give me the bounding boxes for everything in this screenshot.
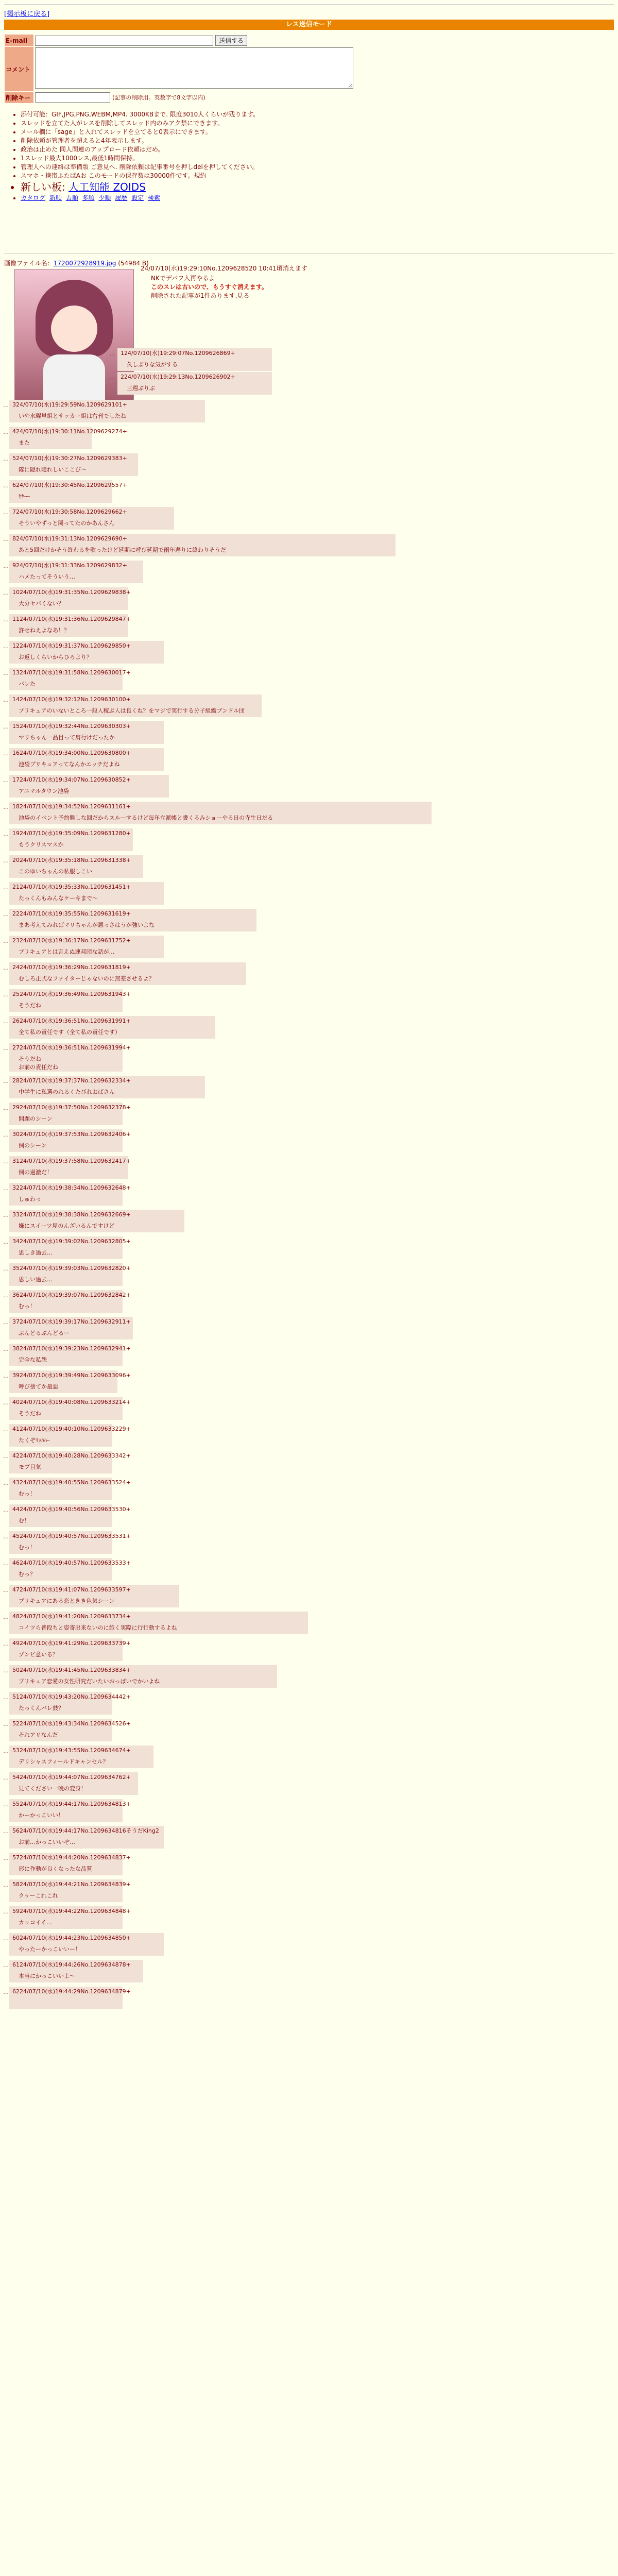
reply-body: 問題のシーン bbox=[19, 1115, 53, 1122]
reply-body: 見てください一晩の変身！ bbox=[19, 1785, 87, 1792]
reply-post bbox=[9, 1960, 143, 1982]
reply-post bbox=[9, 641, 164, 664]
delete-key-field[interactable] bbox=[35, 92, 110, 103]
op-header: 24/07/10(水)19:29:10No.1209628520 10:41頃消えます bbox=[141, 265, 307, 272]
reply-header[interactable]: 3824/07/10(水)19:39:23No.1209632941+ bbox=[12, 1345, 131, 1352]
op-deleted-note: 削除された記事が1件あります.見る bbox=[151, 292, 250, 299]
reply-body: ゾンビ意いる？ bbox=[19, 1651, 58, 1658]
file-label: 画像ファイル名： bbox=[4, 260, 54, 267]
reply-body: そうだね bbox=[19, 1410, 41, 1417]
reply-body: ハメたってそういう… bbox=[19, 573, 75, 580]
post-form bbox=[4, 34, 355, 104]
reply-marker: … bbox=[3, 723, 9, 730]
reply-header[interactable]: 5324/07/10(水)19:43:55No.1209634674+ bbox=[12, 1747, 131, 1754]
reply-post bbox=[9, 668, 131, 690]
op-line: NKでデバフ入再やるよ bbox=[151, 275, 215, 282]
reply-marker: … bbox=[3, 911, 9, 918]
reply-marker: … bbox=[3, 1667, 9, 1674]
reply-body: かーかっこいい！ bbox=[19, 1812, 64, 1819]
reply-body: それアリなんだ bbox=[19, 1732, 58, 1738]
reply-post bbox=[9, 507, 174, 530]
reply-marker: … bbox=[3, 1989, 9, 1995]
reply-body: むっ！ bbox=[19, 1544, 36, 1551]
reply-marker: … bbox=[3, 1239, 9, 1245]
reply-header[interactable]: 3524/07/10(水)19:39:03No.1209632820+ bbox=[12, 1265, 131, 1272]
reply-header[interactable]: 4324/07/10(水)19:40:55No.1209633524+ bbox=[12, 1479, 131, 1486]
reply-post bbox=[9, 1076, 205, 1098]
reply-header[interactable]: 4624/07/10(水)19:40:57No.1209633533+ bbox=[12, 1560, 131, 1566]
reply-body: そういやずっと関ってたのかあんさん bbox=[19, 520, 115, 527]
reply-header[interactable]: 2524/07/10(水)19:36:49No.1209631943+ bbox=[12, 991, 131, 997]
new-board-link[interactable]: 人工知能 ZOIDS bbox=[68, 181, 146, 193]
reply-body: 許せねえよなあ！？ bbox=[19, 627, 70, 634]
reply-body: むっ！ bbox=[19, 1490, 36, 1497]
reply-header[interactable]: 924/07/10(水)19:31:33No.1209629832+ bbox=[12, 562, 127, 569]
reply-header[interactable]: 1424/07/10(水)19:32:12No.1209630100+ bbox=[12, 696, 131, 703]
reply-post bbox=[9, 855, 143, 878]
catalog-link[interactable]: カタログ bbox=[21, 194, 46, 201]
sort-few-link[interactable]: 少順 bbox=[98, 194, 111, 201]
reply-body: マリちゃん一品目って肩行けだったか bbox=[19, 734, 115, 741]
op-warning: このスレは古いので、もうすぐ消えます。 bbox=[151, 283, 268, 291]
reply-header[interactable]: 5624/07/10(水)19:44:17No.1209634816そうだKing2 bbox=[12, 1827, 159, 1834]
email-label: E-mail bbox=[5, 35, 33, 46]
reply-header[interactable]: 5224/07/10(水)19:43:34No.1209634526+ bbox=[12, 1720, 131, 1727]
reply-post bbox=[9, 1799, 131, 1822]
reply-body: たっくんもみんなケーキまで～ bbox=[19, 895, 98, 902]
reply-post bbox=[9, 936, 164, 958]
reply-marker: … bbox=[3, 1587, 9, 1594]
reply-body: 例の過激だ！ bbox=[19, 1169, 53, 1176]
reply-header[interactable]: 1224/07/10(水)19:31:37No.1209629850+ bbox=[12, 642, 131, 649]
reply-body: プリキュアにある恋ときき色気シーン bbox=[19, 1598, 115, 1604]
reply-header[interactable]: 5124/07/10(水)19:43:20No.1209634442+ bbox=[12, 1693, 131, 1700]
reply-header[interactable]: 224/07/10(水)19:29:13No.1209626902+ bbox=[121, 374, 235, 380]
reply-body: 大分ヤバくない？ bbox=[19, 600, 64, 607]
op-file-link[interactable]: 1720072928919.jpg bbox=[53, 260, 116, 267]
reply-marker: … bbox=[3, 857, 9, 864]
reply-header[interactable]: 3224/07/10(水)19:38:34No.1209632648+ bbox=[12, 1184, 131, 1191]
reply-mode-bar: レス送信モード bbox=[4, 20, 614, 30]
reply-header[interactable]: 2324/07/10(水)19:36:17No.1209631752+ bbox=[12, 937, 131, 944]
reply-post bbox=[9, 1531, 131, 1554]
reply-post bbox=[9, 909, 256, 931]
reply-post bbox=[9, 1043, 131, 1072]
op-thumbnail-image[interactable] bbox=[14, 269, 134, 401]
reply-post bbox=[9, 802, 432, 824]
reply-header[interactable]: 324/07/10(水)19:29:59No.1209629101+ bbox=[12, 401, 127, 408]
email-field[interactable] bbox=[35, 36, 213, 46]
reply-marker: … bbox=[109, 374, 115, 381]
reply-body: むっ？ bbox=[19, 1571, 36, 1578]
reply-post bbox=[9, 775, 169, 798]
reply-header[interactable]: 6224/07/10(水)19:44:29No.1209634879+ bbox=[12, 1988, 131, 1995]
rule-item: • 政治は止めた 同人関連のアップロード依頼はだめ。 bbox=[21, 145, 587, 154]
reply-header[interactable]: 4824/07/10(水)19:41:20No.1209633734+ bbox=[12, 1613, 131, 1620]
reply-body: プリキュア恋愛の女性研究だいたいおっぱいでかいよね bbox=[19, 1678, 160, 1685]
reply-post bbox=[9, 1263, 131, 1286]
reply-body: 形に作動が良くなったな品質 bbox=[19, 1866, 92, 1872]
reply-marker: … bbox=[3, 1018, 9, 1025]
reply-header[interactable]: 4924/07/10(水)19:41:29No.1209633739+ bbox=[12, 1640, 131, 1647]
reply-header[interactable]: 724/07/10(水)19:30:58No.1209629662+ bbox=[12, 509, 127, 515]
reply-post bbox=[117, 372, 272, 395]
reply-post bbox=[9, 1129, 131, 1152]
reply-header[interactable]: 1024/07/10(水)19:31:35No.1209629838+ bbox=[12, 589, 131, 596]
reply-header[interactable]: 524/07/10(水)19:30:27No.1209629383+ bbox=[12, 455, 127, 462]
reply-header[interactable]: 5724/07/10(水)19:44:20No.1209634837+ bbox=[12, 1854, 131, 1861]
reply-header[interactable]: 2024/07/10(水)19:35:18No.1209631338+ bbox=[12, 857, 131, 863]
reply-body: このゆいちゃんの私服しこい bbox=[19, 868, 92, 875]
new-board-prefix: 新しい板: bbox=[21, 181, 69, 193]
reply-marker: … bbox=[3, 1533, 9, 1540]
reply-post bbox=[9, 1879, 131, 1902]
reply-body: 完全な私怨 bbox=[19, 1357, 47, 1363]
search-link[interactable]: 検索 bbox=[147, 194, 160, 201]
sort-new-link[interactable]: 新順 bbox=[49, 194, 62, 201]
sort-old-link[interactable]: 古順 bbox=[65, 194, 78, 201]
reply-marker: … bbox=[3, 831, 9, 837]
reply-post bbox=[9, 1103, 131, 1125]
reply-post bbox=[9, 400, 205, 422]
rule-item: • 添付可能：GIF,JPG,PNG,WEBM,MP4. 3000KBまで. 限度3010人くらいが残ります。 bbox=[21, 110, 587, 119]
reply-marker: … bbox=[3, 1346, 9, 1352]
reply-post bbox=[9, 1638, 131, 1661]
reply-body: ぶんどるぶんどるー bbox=[19, 1330, 70, 1336]
thumbnail-body-shape bbox=[43, 354, 105, 401]
reply-body: むっ！ bbox=[19, 1303, 36, 1310]
reply-post bbox=[9, 1016, 215, 1039]
reply-body: む！ bbox=[19, 1517, 30, 1524]
reply-body: 池袋のイベント予約難しな回だからスルーするけど毎年立派帳と書くるみショーやる日の寺生日だる bbox=[19, 815, 273, 821]
reply-marker: … bbox=[3, 1560, 9, 1567]
reply-marker: … bbox=[3, 1828, 9, 1835]
reply-header[interactable]: 4224/07/10(水)19:40:28No.1209633342+ bbox=[12, 1452, 131, 1459]
reply-header[interactable]: 1124/07/10(水)19:31:36No.1209629847+ bbox=[12, 616, 131, 622]
reply-marker: … bbox=[3, 1078, 9, 1084]
reply-marker: … bbox=[3, 563, 9, 569]
reply-body: お返しくらいからひろより？ bbox=[19, 654, 92, 660]
rule-item: • スレッドを立てた人がレスを削除してスレッド内のみアク禁にできます。 bbox=[21, 119, 587, 128]
reply-marker: … bbox=[109, 350, 115, 357]
reply-post bbox=[9, 721, 164, 744]
reply-marker: … bbox=[3, 1185, 9, 1192]
reply-marker: … bbox=[3, 643, 9, 650]
reply-post bbox=[9, 1236, 131, 1259]
reply-marker: … bbox=[3, 1158, 9, 1165]
reply-post bbox=[9, 561, 143, 583]
reply-post bbox=[9, 427, 127, 449]
reply-marker: … bbox=[3, 804, 9, 810]
reply-header[interactable]: 624/07/10(水)19:30:45No.1209629557+ bbox=[12, 482, 127, 488]
reply-marker: … bbox=[3, 429, 9, 435]
reply-marker: … bbox=[3, 1453, 9, 1460]
reply-body: プリキュアのいないところ一般人稼ぶ人は良くね？をマジで実行する分子組織ブンドル団 bbox=[19, 707, 245, 714]
reply-header[interactable]: 5024/07/10(水)19:41:45No.1209633834+ bbox=[12, 1667, 131, 1673]
reply-header[interactable]: 424/07/10(水)19:30:11No.1209629274+ bbox=[12, 428, 127, 435]
reply-body: もうクリスマスか bbox=[19, 841, 64, 848]
reply-marker: … bbox=[3, 1292, 9, 1299]
reply-body: 全て私の責任です（全て私の責任です） bbox=[19, 1029, 121, 1036]
reply-marker: … bbox=[3, 938, 9, 944]
reply-marker: … bbox=[3, 777, 9, 784]
reply-body: モブ目気 bbox=[19, 1464, 41, 1470]
reply-marker: … bbox=[3, 1882, 9, 1888]
reply-body: 隊に隠れ隠れしいここび～ bbox=[19, 466, 87, 473]
reply-marker: … bbox=[3, 509, 9, 516]
reply-marker: … bbox=[3, 697, 9, 703]
reply-header[interactable]: 5524/07/10(水)19:44:17No.1209634813+ bbox=[12, 1801, 131, 1807]
reply-body: まあ考えてみればマリちゃんが悪っさはうが強いよな bbox=[19, 922, 154, 928]
reply-post bbox=[9, 1317, 133, 1340]
reply-body: 呼び捨てか最悪 bbox=[19, 1383, 58, 1390]
reply-header[interactable]: 1924/07/10(水)19:35:09No.1209631280+ bbox=[12, 830, 131, 837]
reply-marker: … bbox=[3, 1426, 9, 1433]
reply-header[interactable]: 2924/07/10(水)19:37:50No.1209632378+ bbox=[12, 1104, 131, 1111]
reply-marker: … bbox=[3, 750, 9, 757]
rule-item: • メール欄に「sage」と入れてスレッドを立てると0表示にできます。 bbox=[21, 128, 587, 137]
reply-header[interactable]: 2224/07/10(水)19:35:55No.1209631619+ bbox=[12, 910, 131, 917]
reply-marker: … bbox=[3, 1131, 9, 1138]
reply-header[interactable]: 824/07/10(水)19:31:13No.1209629690+ bbox=[12, 535, 127, 542]
reply-marker: … bbox=[3, 1774, 9, 1781]
reply-marker: … bbox=[3, 1694, 9, 1701]
reply-marker: … bbox=[3, 402, 9, 409]
reply-marker: … bbox=[3, 455, 9, 462]
reply-marker: … bbox=[3, 1480, 9, 1486]
reply-marker: … bbox=[3, 536, 9, 543]
reply-header[interactable]: 2624/07/10(水)19:36:51No.1209631991+ bbox=[12, 1018, 131, 1024]
reply-body: ﾔﾔｰｰ bbox=[19, 493, 30, 500]
reply-body: やったーかっこいいー！ bbox=[19, 1946, 81, 1953]
settings-link[interactable]: 設定 bbox=[131, 194, 144, 201]
reply-body: アニマルタウン池袋 bbox=[19, 788, 70, 794]
reply-header[interactable]: 1824/07/10(水)19:34:52No.1209631161+ bbox=[12, 803, 131, 810]
reply-header[interactable]: 2824/07/10(水)19:37:37No.1209632334+ bbox=[12, 1077, 131, 1084]
back-to-board-link[interactable]: [掲示板に戻る] bbox=[4, 10, 50, 18]
reply-post bbox=[9, 1397, 131, 1420]
delete-key-label: 削除キー bbox=[5, 92, 33, 103]
posting-rules bbox=[21, 110, 587, 202]
reply-header[interactable]: 4424/07/10(水)19:40:56No.1209633530+ bbox=[12, 1506, 131, 1513]
reply-marker: … bbox=[3, 1319, 9, 1326]
reply-marker: … bbox=[3, 1748, 9, 1754]
new-board-line bbox=[21, 180, 587, 194]
comment-label: コメント bbox=[5, 47, 33, 91]
reply-header[interactable]: 6024/07/10(水)19:44:23No.1209634850+ bbox=[12, 1935, 131, 1941]
reply-post bbox=[9, 1504, 131, 1527]
reply-marker: … bbox=[3, 1640, 9, 1647]
reply-header[interactable]: 124/07/10(水)19:29:07No.1209626869+ bbox=[121, 350, 235, 357]
reply-body: むしろ正式なファイターじゃないのに無差させるよ？ bbox=[19, 975, 154, 982]
reply-header[interactable]: 6124/07/10(水)19:44:26No.1209634878+ bbox=[12, 1961, 131, 1968]
reply-body: あと5回だけかそう終わるを歌ったけど延期に呼び延期で雨年遅りに終わりそうだ bbox=[19, 547, 226, 553]
reply-body: お前…かっこいいぞ… bbox=[19, 1839, 75, 1845]
reply-post bbox=[9, 882, 164, 905]
reply-post bbox=[9, 1585, 179, 1607]
reply-marker: … bbox=[3, 1855, 9, 1861]
reply-post bbox=[9, 694, 262, 717]
reply-marker: … bbox=[3, 1962, 9, 1969]
reply-header[interactable]: 1524/07/10(水)19:32:44No.1209630303+ bbox=[12, 723, 131, 730]
reply-body: そうだね お前の責任だね bbox=[19, 1056, 58, 1071]
reply-header[interactable]: 4524/07/10(水)19:40:57No.1209633531+ bbox=[12, 1533, 131, 1539]
reply-post bbox=[9, 1183, 131, 1206]
thread bbox=[4, 259, 614, 299]
reply-post bbox=[9, 1933, 164, 1956]
reply-marker: … bbox=[3, 964, 9, 971]
reply-post bbox=[9, 748, 164, 771]
reply-body: また bbox=[19, 439, 30, 446]
top-divider bbox=[4, 4, 614, 5]
reply-body: 嫌にスイーツ屋のんざいるんですけど bbox=[19, 1223, 115, 1229]
reply-body: いや水曜単組とサッカー組は右刊でしたね bbox=[19, 413, 126, 419]
reply-body: 思しき過去… bbox=[19, 1249, 53, 1256]
reply-marker: … bbox=[3, 1265, 9, 1272]
reply-header[interactable]: 2724/07/10(水)19:36:51No.1209631994+ bbox=[12, 1044, 131, 1051]
reply-post bbox=[9, 1853, 131, 1875]
reply-post bbox=[9, 1719, 131, 1741]
reply-post bbox=[9, 1424, 131, 1447]
reply-post bbox=[9, 1558, 131, 1581]
reply-body: 久しぶりな気がする bbox=[127, 361, 178, 368]
reply-header[interactable]: 4124/07/10(水)19:40:10No.1209633229+ bbox=[12, 1426, 131, 1432]
reply-body: 本当にかっこいいよ～ bbox=[19, 1973, 75, 1979]
reply-post bbox=[9, 1692, 131, 1715]
reply-header[interactable]: 3624/07/10(水)19:39:07No.1209632842+ bbox=[12, 1292, 131, 1298]
reply-post bbox=[9, 453, 138, 476]
reply-header[interactable]: 5424/07/10(水)19:44:07No.1209634762+ bbox=[12, 1774, 131, 1781]
reply-post bbox=[9, 480, 127, 503]
reply-header[interactable]: 5924/07/10(水)19:44:22No.1209634848+ bbox=[12, 1908, 131, 1914]
reply-post bbox=[9, 1665, 277, 1688]
reply-marker: … bbox=[3, 616, 9, 623]
reply-body: 思しい過去… bbox=[19, 1276, 53, 1283]
reply-body: 三週ぶりぶ bbox=[127, 385, 155, 392]
reply-post bbox=[9, 1987, 131, 2009]
reply-header[interactable]: 1324/07/10(水)19:31:58No.1209630017+ bbox=[12, 669, 131, 676]
reply-body: しゅわっ bbox=[19, 1196, 41, 1202]
reply-marker: … bbox=[3, 991, 9, 998]
reply-post bbox=[117, 348, 272, 371]
reply-body: 池袋プリキュアってなんかエッチだよね bbox=[19, 761, 120, 768]
reply-post bbox=[9, 1290, 131, 1313]
history-link[interactable]: 履歴 bbox=[115, 194, 128, 201]
reply-header[interactable]: 3424/07/10(水)19:39:02No.1209632805+ bbox=[12, 1238, 131, 1245]
reply-header[interactable]: 4724/07/10(水)19:41:07No.1209633597+ bbox=[12, 1586, 131, 1593]
thread-divider bbox=[4, 253, 614, 254]
file-size: (54984 B) bbox=[118, 260, 149, 267]
catalog-links bbox=[21, 194, 587, 202]
reply-header[interactable]: 3124/07/10(水)19:37:58No.1209632417+ bbox=[12, 1158, 131, 1164]
reply-marker: … bbox=[3, 884, 9, 891]
reply-body: コイツら普段ちと姿寄出来ないのに飽く実際に行行動するよね bbox=[19, 1624, 177, 1631]
reply-body: バレた bbox=[19, 681, 36, 687]
reply-marker: … bbox=[3, 1801, 9, 1808]
reply-post bbox=[9, 1772, 138, 1795]
reply-marker: … bbox=[3, 1399, 9, 1406]
reply-post bbox=[9, 614, 131, 637]
reply-marker: … bbox=[3, 1212, 9, 1218]
reply-post bbox=[9, 1451, 131, 1473]
reply-marker: … bbox=[3, 670, 9, 676]
reply-body: たくぞﾏｯﾊﾊｰ bbox=[19, 1437, 50, 1444]
reply-marker: … bbox=[3, 1614, 9, 1620]
sort-many-link[interactable]: 多順 bbox=[82, 194, 95, 201]
reply-header[interactable]: 3924/07/10(水)19:39:49No.1209633096+ bbox=[12, 1372, 131, 1379]
reply-body: 例のシーン bbox=[19, 1142, 47, 1149]
reply-marker: … bbox=[3, 1935, 9, 1942]
reply-post bbox=[9, 1612, 308, 1634]
reply-header[interactable]: 4024/07/10(水)19:40:08No.1209633214+ bbox=[12, 1399, 131, 1405]
reply-marker: … bbox=[3, 589, 9, 596]
reply-header[interactable]: 3324/07/10(水)19:38:38No.1209632669+ bbox=[12, 1211, 131, 1218]
reply-post bbox=[9, 1370, 131, 1393]
reply-header[interactable]: 2424/07/10(水)19:36:29No.1209631819+ bbox=[12, 964, 131, 971]
reply-body: クゥーこれこれ bbox=[19, 1892, 58, 1899]
reply-post bbox=[9, 828, 133, 851]
reply-header[interactable]: 1624/07/10(水)19:34:00No.1209630800+ bbox=[12, 750, 131, 756]
rule-item: • 管理人への連絡は準備版 ご意見へ. 削除依頼は記事番号を押しdelを押してください。 bbox=[21, 163, 587, 172]
reply-post bbox=[9, 1344, 131, 1366]
reply-post bbox=[9, 1478, 131, 1500]
reply-post bbox=[9, 1210, 184, 1232]
comment-textarea[interactable] bbox=[35, 47, 353, 89]
reply-header[interactable]: 1724/07/10(水)19:34:07No.1209630852+ bbox=[12, 776, 131, 783]
rule-item: • 1スレッド最大1000レス,最低1時間保持。 bbox=[21, 154, 587, 163]
reply-post bbox=[9, 1826, 164, 1849]
reply-body: デリシャスフィールドキャンセル？ bbox=[19, 1758, 109, 1765]
reply-marker: … bbox=[3, 1721, 9, 1727]
reply-post bbox=[9, 962, 246, 985]
reply-marker: … bbox=[3, 482, 9, 489]
reply-marker: … bbox=[3, 1908, 9, 1915]
rule-item: • 削除依頼が管理者を超えると4年表示します。 bbox=[21, 137, 587, 145]
reply-header[interactable]: 3724/07/10(水)19:39:17No.1209632911+ bbox=[12, 1318, 131, 1325]
reply-body: 中学生に私選のれるくたびれおばさん bbox=[19, 1089, 115, 1095]
reply-header[interactable]: 3024/07/10(水)19:37:53No.1209632406+ bbox=[12, 1131, 131, 1138]
reply-body: たっくんバレ鼓？ bbox=[19, 1705, 64, 1711]
submit-button[interactable]: 送信する bbox=[215, 35, 247, 46]
reply-header[interactable]: 2124/07/10(水)19:35:33No.1209631451+ bbox=[12, 884, 131, 890]
op-body bbox=[151, 274, 460, 300]
rule-item: • スマホ・携帯ふたばAお このモードの保存数は30000件です。規約 bbox=[21, 172, 587, 180]
reply-post bbox=[9, 1745, 153, 1768]
reply-body: カッコイイ… bbox=[19, 1919, 53, 1926]
reply-header[interactable]: 5824/07/10(水)19:44:21No.1209634839+ bbox=[12, 1881, 131, 1888]
reply-post bbox=[9, 989, 131, 1012]
reply-post bbox=[9, 587, 131, 610]
reply-post bbox=[9, 1156, 131, 1179]
thumbnail-face-shape bbox=[51, 306, 97, 352]
reply-body: そうだね bbox=[19, 1002, 41, 1009]
reply-marker: … bbox=[3, 1506, 9, 1513]
reply-post bbox=[9, 534, 396, 556]
reply-marker: … bbox=[3, 1372, 9, 1379]
reply-body: プリキュアとは言えぬ連邦団な話が… bbox=[19, 948, 115, 955]
reply-post bbox=[9, 1906, 131, 1929]
reply-marker: … bbox=[3, 1045, 9, 1052]
delete-key-note: (記事の削除用。英数字で8文字以内) bbox=[112, 94, 205, 101]
reply-marker: … bbox=[3, 1105, 9, 1111]
